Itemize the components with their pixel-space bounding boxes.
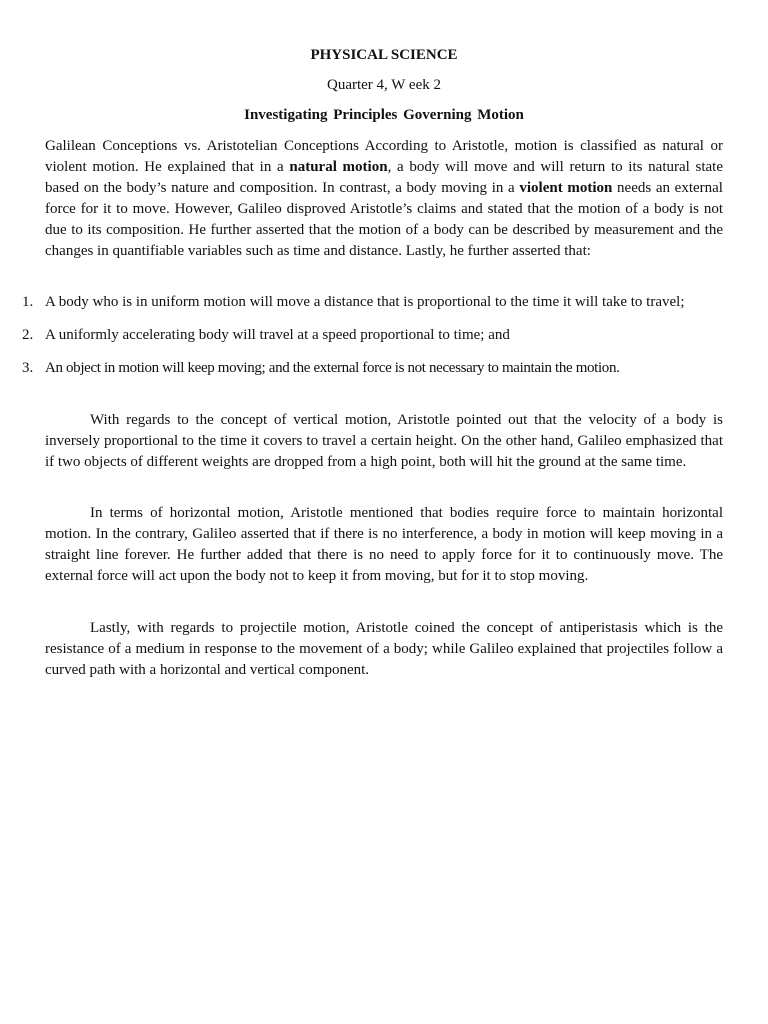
document-subtitle: Quarter 4, W eek 2	[327, 77, 441, 93]
intro-text-1: Galilean Conceptions vs. Aristotelian Conceptions According to Aristotle, motion is classified as natural or violent motion. He explained that in a	[45, 138, 723, 175]
intro-bold-violent-motion: violent motion	[519, 180, 613, 196]
list-number: 2.	[22, 327, 34, 343]
vertical-motion-paragraph: With regards to the concept of vertical motion, Aristotle pointed out that the velocity of a body is inversely proportional to the time it covers to travel a certain height. On the other hand, Galileo emphasized that if two objects of different weights are dropped from a high point, both will hit the ground at the same time.	[45, 412, 723, 470]
horizontal-motion-paragraph: In terms of horizontal motion, Aristotle mentioned that bodies require force to maintain horizontal motion. In the contrary, Galileo asserted that if there is no interference, a body in motion will keep moving in a straight line forever. He further added that there is no need to apply force for it to continuously move. The external force will act upon the body not to keep it from moving, but for it to stop moving.	[45, 505, 723, 584]
intro-bold-natural-motion: natural motion	[289, 159, 388, 175]
list-number: 1.	[22, 294, 34, 310]
intro-text-2: , a body will move and will return to its natural state based on the body’s nature and composition. In contrast, a body moving in a	[45, 159, 723, 196]
intro-text-3: needs an external force for it to move. However, Galileo disproved Aristotle’s claims and stated that the motion of a body is not due to its composition. He further asserted that the motion of a body can be described by measurement and the changes in quantifiable variables such as time and distance. Lastly, he further asserted that:	[45, 180, 723, 259]
document-title: PHYSICAL SCIENCE	[310, 47, 458, 63]
list-number: 3.	[22, 360, 34, 376]
list-text: An object in motion will keep moving; and the external force is not necessary to maintain the motion.	[45, 360, 620, 376]
projectile-motion-paragraph: Lastly, with regards to projectile motion, Aristotle coined the concept of antiperistasis which is the resistance of a medium in response to the movement of a body; while Galileo explained that projectiles follow a curved path with a horizontal and vertical component.	[45, 620, 723, 678]
list-item	[0, 325, 723, 346]
list-text: A body who is in uniform motion will move a distance that is proportional to the time it will take to travel;	[45, 294, 685, 310]
list-item	[0, 358, 723, 379]
section-heading: Investigating Principles Governing Motion	[244, 107, 524, 123]
intro-paragraph	[45, 136, 723, 262]
assertion-list	[0, 292, 768, 379]
list-text: A uniformly accelerating body will travel at a speed proportional to time; and	[45, 327, 510, 343]
list-item	[0, 292, 723, 313]
